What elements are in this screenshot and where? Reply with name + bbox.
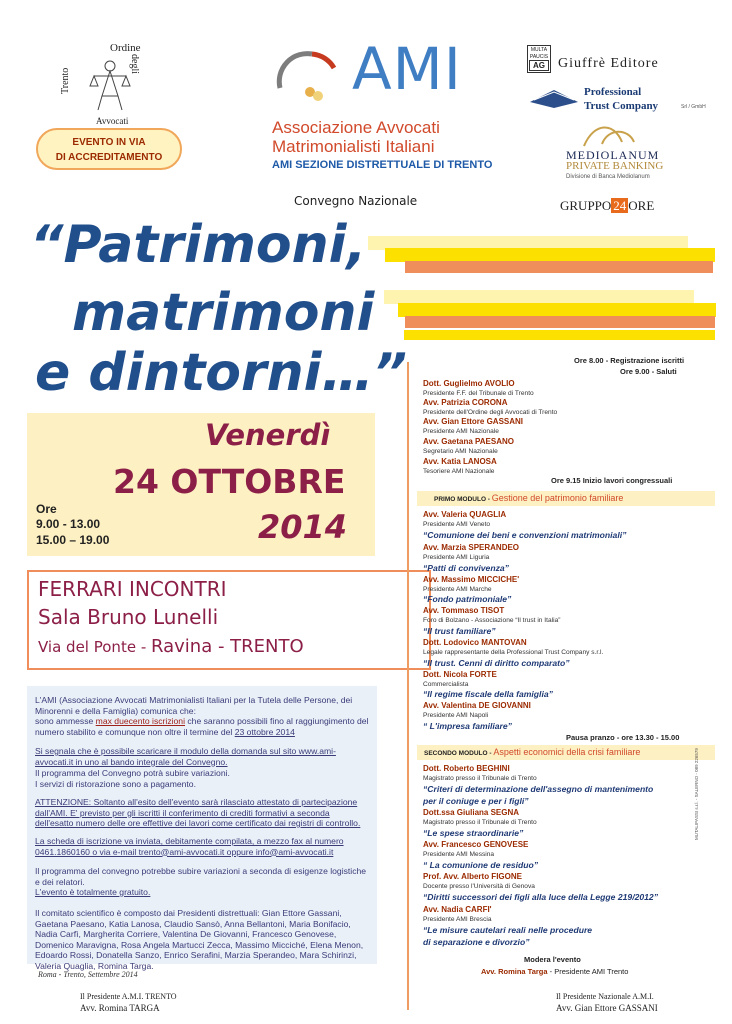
info-gratuito: L'evento è totalmente gratuito. xyxy=(35,887,151,897)
talk-title: “Il trust familiare” xyxy=(423,626,496,636)
info-download[interactable]: Si segnala che è possibile scaricare il modulo della domanda sul sito www.ami-avvocati.it in uno al bando integrale del Convegno. xyxy=(35,746,336,767)
speaker-role: Foro di Bolzano - Associazione “Il trust in Italia” xyxy=(423,617,561,624)
talk-title: “Criteri di determinazione dell'assegno di mantenimento xyxy=(423,784,654,794)
avvocati-text: Avvocati xyxy=(96,116,129,126)
venue-address xyxy=(38,636,304,657)
gruppo-post: ORE xyxy=(628,198,655,213)
talk-title: “Il trust. Cenni di diritto comparato” xyxy=(423,658,570,668)
speaker-role: Presidente dell'Ordine degli Avvocati di Trento xyxy=(423,409,558,416)
talk-title: “Fondo patrimoniale” xyxy=(423,594,512,604)
talk-title-cont: di separazione e divorzio” xyxy=(423,937,530,947)
speaker-name: Dott.ssa Giuliana SEGNA xyxy=(423,808,520,817)
speaker-role: Magistrato presso il Tribunale di Trento xyxy=(423,775,537,782)
speaker-name: Avv. Massimo MICCICHE' xyxy=(423,575,520,584)
program-divider xyxy=(407,362,409,1010)
gruppo-pre: GRUPPO xyxy=(560,198,612,213)
deco-bar xyxy=(385,248,715,262)
ptc-line2: Trust Company xyxy=(584,100,659,112)
ami-logo-icon xyxy=(272,48,344,110)
primo-modulo-title: Gestione del patrimonio familiare xyxy=(491,493,624,503)
speaker-name: Avv. Gian Ettore GASSANI xyxy=(423,417,524,426)
footer-date: Roma - Trento, Settembre 2014 xyxy=(38,970,138,979)
speaker-name: Avv. Marzia SPERANDEO xyxy=(423,543,520,552)
info-ristorazione: I servizi di ristorazione sono a pagamento. xyxy=(35,779,196,789)
speaker-name: Avv. Patrizia CORONA xyxy=(423,398,508,407)
convegno-nazionale: Convegno Nazionale xyxy=(294,194,418,208)
moderator-name: Avv. Romina Targa xyxy=(481,967,548,976)
info-p1d: che saranno possibili fino al raggiungimento del numero stabilito e comunque non oltre il termine del xyxy=(35,716,369,737)
modera-label: Modera l'evento xyxy=(524,955,581,964)
mediolanum-private-banking: PRIVATE BANKING xyxy=(566,160,664,172)
speaker-name: Avv. Gaetana PAESANO xyxy=(423,437,514,446)
talk-title: “ La comunione de residuo” xyxy=(423,860,539,870)
giuffre-ag: AG xyxy=(529,60,549,71)
ami-subtitle-1: Associazione Avvocati xyxy=(272,118,440,137)
program-inizio: Ore 9.15 Inizio lavori congressuali xyxy=(551,476,673,485)
talk-title: “Comunione dei beni e convenzioni matrimoniali” xyxy=(423,530,627,540)
speaker-role: Legale rappresentante della Professional Trust Company s.r.l. xyxy=(423,649,604,656)
sig-left-name: Avv. Romina TARGA xyxy=(80,1003,160,1013)
program-pausa: Pausa pranzo - ore 13.30 - 15.00 xyxy=(566,733,680,742)
speaker-role: Presidente AMI Brescia xyxy=(423,916,492,923)
speaker-name: Dott. Roberto BEGHINI xyxy=(423,764,510,773)
venue-sala: Sala Bruno Lunelli xyxy=(38,605,219,629)
sig-right-name: Avv. Gian Ettore GASSANI xyxy=(556,1003,658,1013)
talk-title: “ L'impresa familiare” xyxy=(423,721,512,731)
speaker-role: Presidente AMI Marche xyxy=(423,586,492,593)
speaker-name: Avv. Nadia CARFI' xyxy=(423,905,492,914)
title-line-1: “Patrimoni, xyxy=(30,215,367,275)
date-day: Venerdì xyxy=(205,418,331,452)
title-line-2: matrimoni xyxy=(72,283,375,343)
info-paragraph-1 xyxy=(35,695,369,737)
info-box xyxy=(27,686,377,971)
info-p1a: L'AMI (Associazione Avvocati Matrimonialisti Italiani per la Tutela delle Persone, dei Minorenni e della Famiglia) comunica che: xyxy=(35,695,353,716)
ordine-text: Ordine xyxy=(110,42,141,54)
secondo-modulo-label: SECONDO MODULO - xyxy=(424,750,494,757)
date-year: 2014 xyxy=(258,508,348,546)
secondo-modulo-title: Aspetti economici della crisi familiare xyxy=(493,747,641,757)
talk-title: “Patti di convivenza” xyxy=(423,563,509,573)
ore-morning: 9.00 - 13.00 xyxy=(36,517,101,531)
gruppo-num: 24 xyxy=(613,198,627,213)
deco-bar xyxy=(384,290,694,304)
accreditamento-line1: EVENTO IN VIA xyxy=(72,137,146,148)
speaker-role: Presidente F.F. del Tribunale di Trento xyxy=(423,390,534,397)
ptc-line1: Professional xyxy=(584,86,642,98)
ptc-books-icon xyxy=(528,86,580,110)
trento-text: Trento xyxy=(60,67,71,94)
speaker-name: Avv. Valentina DE GIOVANNI xyxy=(423,701,531,710)
ami-title: AMI xyxy=(352,35,462,103)
info-attenzione: ATTENZIONE: Soltanto all'esito dell'evento sarà rilasciato attestato di partecipazione dall'AMI. E' previsto per gli iscritti il conferimento di crediti formativi a seconda dell'esatto numero delle ore effettive dei lavori come certificato dai registri di controllo. xyxy=(35,797,361,828)
gruppo-24-ore xyxy=(560,198,654,214)
info-scheda[interactable]: La scheda di iscrizione va inviata, debitamente compilata, a mezzo fax al numero 0461.1860160 o via e-mail trento@ami-avvocati.it oppure info@ami-avvocati.it xyxy=(35,836,344,857)
info-p1e: 23 ottobre 2014 xyxy=(234,726,295,737)
speaker-role: Magistrato presso il Tribunale di Trento xyxy=(423,819,537,826)
talk-title-cont: per il coniuge e per i figli” xyxy=(423,796,529,806)
venue-name: FERRARI INCONTRI xyxy=(38,577,227,601)
accreditamento-badge xyxy=(36,128,182,170)
deco-bar xyxy=(404,330,715,340)
accreditamento-line2: DI ACCREDITAMENTO xyxy=(55,152,163,163)
program-registrazione: Ore 8.00 - Registrazione iscritti xyxy=(574,356,685,365)
talk-title: “Il regime fiscale della famiglia” xyxy=(423,689,553,699)
speaker-role: Presidente AMI Nazionale xyxy=(423,428,499,435)
speaker-name: Avv. Katia LANOSA xyxy=(423,457,497,466)
primo-modulo-heading xyxy=(434,493,623,503)
ore-afternoon: 15.00 – 19.00 xyxy=(36,533,110,547)
venue-street: Via del Ponte - xyxy=(38,638,151,656)
deco-bar xyxy=(405,261,713,273)
ami-subtitle-2: Matrimonialisti Italiani xyxy=(272,137,435,156)
speaker-name: Avv. Valeria QUAGLIA xyxy=(423,510,507,519)
talk-title: “Le misure cautelari reali nelle procedure xyxy=(423,925,593,935)
speaker-name: Avv. Francesco GENOVESE xyxy=(423,840,529,849)
speaker-name: Avv. Tommaso TISOT xyxy=(423,606,505,615)
speaker-role: Commercialista xyxy=(423,681,469,688)
date-date: 24 OTTOBRE xyxy=(113,462,346,501)
ptc-suffix: Srl / GmbH xyxy=(681,104,706,110)
ore-label: Ore xyxy=(36,502,57,516)
info-programma: Il programma del convegno potrebbe subire variazioni a seconda di esigenze logistiche e dei relatori. xyxy=(35,866,367,887)
speaker-role: Presidente AMI Napoli xyxy=(423,712,489,719)
primo-modulo-label: PRIMO MODULO - xyxy=(434,496,492,503)
title-line-3: e dintorni…” xyxy=(35,343,407,403)
speaker-role: Presidente AMI Liguria xyxy=(423,554,490,561)
info-p1c: max duecento iscrizioni xyxy=(95,716,185,726)
giuffre-logo-box: MULTA PAUCIS xyxy=(527,45,551,73)
info-variazioni: Il programma del Convegno potrà subire variazioni. xyxy=(35,768,230,778)
speaker-name: Dott. Nicola FORTE xyxy=(423,670,497,679)
mediolanum-logo-icon xyxy=(574,122,644,148)
info-comitato: Il comitato scientifico è composto dai Presidenti distrettuali: Gian Ettore Gassani, Gaetana Paesano, Katia Lanosa, Claudio Sansò, Anna Bellantoni, Maria Bonifacio, Nadia Carfì, Margherita Corriere, Valentina De Giovanni, Francesco Genovese, Domenico Maravigna, Rosa Angela Martucci Zecca, Massimo Micciché, Elena Menon, Edoardo Rossi, Donatella Sanzo, Enrico Serafini, Marzia Sperandeo, Mara Schirinzi, Valeria Quaglia, Romina Targa. xyxy=(35,908,364,971)
secondo-modulo-heading xyxy=(424,747,640,757)
degli-text: degli xyxy=(129,54,140,74)
printer-credit: MUTALIPASSI s.r.l. - SALERNO - 089 226579 xyxy=(694,748,699,840)
giuffre-editore: Giuffrè Editore xyxy=(558,56,659,71)
info-p1b: sono ammesse xyxy=(35,716,96,726)
speaker-role: Segretario AMI Nazionale xyxy=(423,448,498,455)
program-saluti: Ore 9.00 - Saluti xyxy=(620,367,677,376)
speaker-role: Presidente AMI Veneto xyxy=(423,521,491,528)
sig-left-title: Il Presidente A.M.I. TRENTO xyxy=(80,992,177,1001)
moderator xyxy=(481,967,628,976)
justice-figure-icon xyxy=(80,54,140,114)
speaker-name: Dott. Lodovico MANTOVAN xyxy=(423,638,527,647)
ordine-avvocati-logo xyxy=(62,42,154,128)
speaker-role: Tesoriere AMI Nazionale xyxy=(423,468,495,475)
deco-bar xyxy=(398,303,716,317)
speaker-role: Docente presso l'Università di Genova xyxy=(423,883,535,890)
mediolanum-name: MEDIOLANUM xyxy=(566,148,660,162)
ami-sezione: AMI SEZIONE DISTRETTUALE DI TRENTO xyxy=(272,159,493,171)
moderator-role: - Presidente AMI Trento xyxy=(547,967,629,976)
mediolanum-divisione: Divisione di Banca Mediolanum xyxy=(566,174,650,180)
speaker-name: Dott. Guglielmo AVOLIO xyxy=(423,379,515,388)
talk-title: “Le spese straordinarie” xyxy=(423,828,524,838)
venue-city: Ravina - TRENTO xyxy=(151,636,304,657)
speaker-name: Prof. Avv. Alberto FIGONE xyxy=(423,872,522,881)
sig-right-title: Il Presidente Nazionale A.M.I. xyxy=(556,992,654,1001)
deco-bar xyxy=(405,316,715,328)
speaker-role: Presidente AMI Messina xyxy=(423,851,495,858)
talk-title: “Diritti successori dei figli alla luce della Legge 219/2012” xyxy=(423,892,658,902)
